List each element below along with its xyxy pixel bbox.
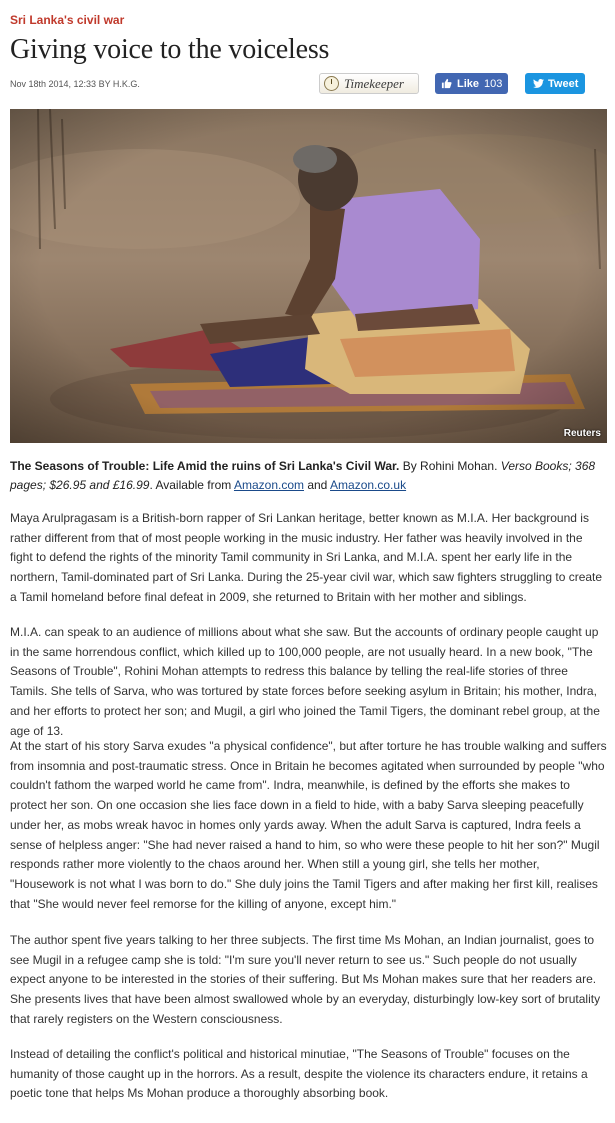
and-text: and bbox=[304, 478, 331, 492]
page-title: Giving voice to the voiceless bbox=[10, 34, 330, 65]
book-author: By Rohini Mohan. bbox=[399, 459, 501, 473]
photo-credit: Reuters bbox=[563, 428, 601, 439]
photo-woman-seated-on-ground bbox=[10, 109, 607, 443]
dateline: Nov 18th 2014, 12:33 BY H.K.G. bbox=[10, 79, 140, 89]
available-text: . Available from bbox=[149, 478, 234, 492]
amazon-com-link[interactable]: Amazon.com bbox=[233, 478, 304, 492]
amazon-uk-link[interactable]: Amazon.co.uk bbox=[330, 478, 407, 492]
like-label: Like bbox=[457, 77, 480, 90]
body-paragraph-1: Maya Arulpragasam is a British-born rapper of Sri Lankan heritage, better known as M.I.A. Her background is rather different from that of most people working in the music industry. Her father was heavily involved in the fight to defend the rights of the minority Tamil community in Sri Lanka, and M.I.A. spent her early life in the northern, Tamil-dominated part of Sri Lanka. During the 25-year civil war, which saw fighters struggling to create a Tamil homeland before final defeat in 2009, she returned to Britain with her mother and siblings. bbox=[10, 511, 603, 604]
fly-title[interactable]: Sri Lanka's civil war bbox=[10, 13, 125, 27]
book-caption bbox=[10, 457, 607, 495]
body-paragraph-4: The author spent five years talking to her three subjects. The first time Ms Mohan, an Indian journalist, goes to see Mugil in a refugee camp she is told: "I'm sure you'll never return to see us." Such people do not usually expect anyone to be interested in the stories of their suffering. But Ms Mohan makes sure that her readers are. She presents lives that have been almost swallowed whole by an everyday, disturbingly low-key sort of brutality that rarely registers on the Western consciousness. bbox=[10, 933, 601, 1026]
twitter-bird-icon bbox=[533, 78, 544, 89]
body-paragraph-3: At the start of his story Sarva exudes "a physical confidence", but after torture he has trouble walking and suffers from insomnia and post-traumatic stress. Once in Britain he becomes agitated when surrounded by people "who couldn't fathom the warped world he came from". Indra, meanwhile, is defined by the efforts she makes to protect her son. On one occasion she lies face down in a field to hide, with a baby Sarva sleeping peacefully under her, as mobs wreak havoc in homes only yards away. When the adult Sarva is captured, Indra feels a sense of helpless anger: "She had never raised a hand to him, so who were these people to hit her son?" Mugil responds rather more violently to the chaos around her. When still a young girl, she tells her mother, "Housework is not what I was born to do." She duly joins the Tamil Tigers and after making her first kill, realises that "She would never feel remorse for the killing of anyone, except him." bbox=[10, 739, 607, 911]
thumbs-up-icon bbox=[441, 78, 452, 89]
book-title: The Seasons of Trouble: Life Amid the ruins of Sri Lanka's Civil War. bbox=[10, 459, 400, 473]
timekeeper-button[interactable] bbox=[319, 73, 419, 94]
clock-icon bbox=[324, 76, 339, 91]
article-photo bbox=[10, 109, 607, 443]
tweet-button[interactable] bbox=[525, 73, 585, 94]
body-paragraph-2: M.I.A. can speak to an audience of millions about what she saw. But the accounts of ordinary people caught up in the same horrendous conflict, which killed up to 100,000 people, are not usually heard. In a new book, "The Seasons of Trouble", Rohini Mohan attempts to redress this balance by telling the real-life stories of three Tamils. She tells of Sarva, who was tortured by state forces before seeking asylum in Britain; his mother, Indra, and her efforts to protect her son; and Mugil, a girl who joined the Tamil Tigers, the dominant rebel group, at the age of 13. bbox=[10, 625, 600, 738]
timekeeper-label: Timekeeper bbox=[344, 75, 404, 91]
like-count: 103 bbox=[484, 77, 503, 90]
book-publisher-info: Verso Books; 368 pages; $26.95 and £16.99 bbox=[10, 459, 596, 492]
body-paragraph-5: Instead of detailing the conflict's political and historical minutiae, "The Seasons of Trouble" focuses on the humanity of those caught up in the horrors. As a result, despite the violence its characters endure, it retains a poetic tone that helps Ms Mohan produce a thoroughly absorbing book. bbox=[10, 1047, 588, 1101]
tweet-label: Tweet bbox=[548, 77, 579, 90]
facebook-like-button[interactable] bbox=[435, 73, 508, 94]
